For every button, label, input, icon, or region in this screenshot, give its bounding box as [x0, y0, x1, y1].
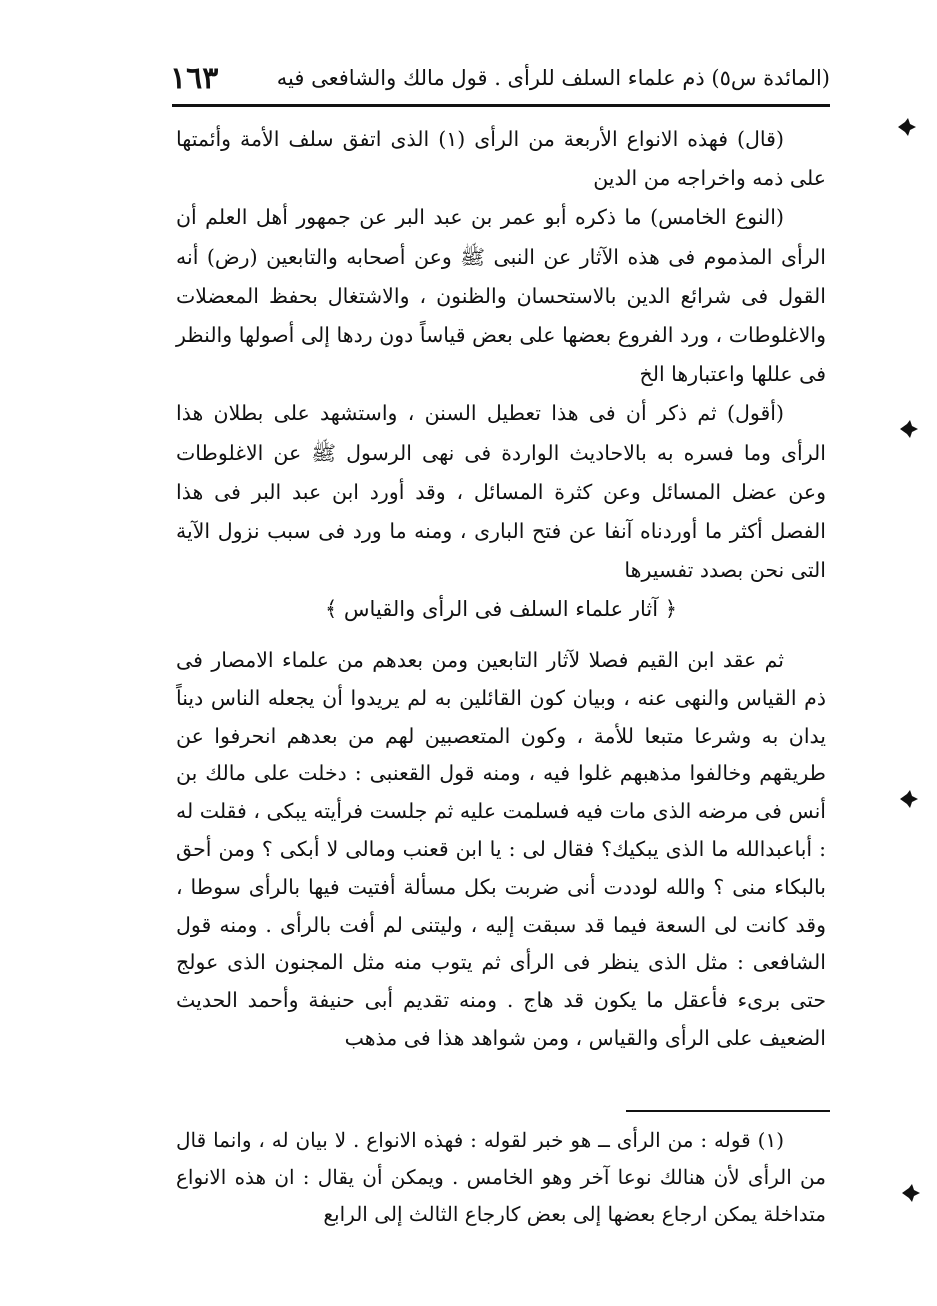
lower-text-block — [176, 642, 826, 1058]
running-header — [170, 58, 830, 98]
footnote — [176, 1122, 826, 1233]
upper-text-block — [176, 120, 826, 630]
section-heading: ﴿ آثار علماء السلف فى الرأى والقياس ﴾ — [324, 597, 678, 622]
paragraph-fifth-type: (النوع الخامس) ما ذكره أبو عمر بن عبد البر عن جمهور أهل العلم أن الرأى المذموم فى هذه الآثار عن النبى ﷺ وعن أصحابه والتابعين (رض) أنه القول فى شرائع الدين بالاستحسان والظنون ، والاشتغال بحفظ المعضلات والاغلوطات ، ورد الفروع بعضها على بعض قياساً دون ردها إلى أصولها والنظر فى عللها واعتبارها الخ — [176, 205, 826, 387]
paragraph-ibn-qayyim: ثم عقد ابن القيم فصلا لآثار التابعين ومن بعدهم من علماء الامصار فى ذم القياس والنهى عنه ، وبيان كون القائلين به لم يريدوا أن يجعله الناس ديناً يدان به وشرعا متبعا للأمة ، وكون المتعصبين لهم من بعدهم انحرفوا عن طريقهم وخالفوا مذهبهم غلوا فيه ، ومنه قول القعنبى : دخلت على مالك بن أنس فى مرضه الذى مات فيه فسلمت عليه ثم جلست فرأيته يبكى ، فقلت له : أباعبدالله ما الذى يبكيك؟ فقال لى : يا ابن قعنب ومالى لا أبكى ؟ ومن أحق بالبكاء منى ؟ والله لوددت أنى ضربت بكل مسألة أفتيت فيها بالرأى سوطا ، وقد كانت لى السعة فيما قد سبقت إليه ، وليتنى لم أفت بالرأى . ومنه قول الشافعى : مثل الذى ينظر فى الرأى ثم يتوب منه مثل المجنون الذى عولج حتى برىء فأعقل ما يكون قد هاج . ومنه تقديم أبى حنيفة وأحمد الحديث الضعيف على الرأى والقياس ، ومن شواهد هذا فى مذهب — [176, 648, 826, 1050]
ornament-mark-icon — [896, 116, 918, 138]
footnote-text: (١) قوله : من الرأى ــ هو خبر لقوله : فهذه الانواع . لا بيان له ، وانما قال من الرأى لأن هنالك نوعا آخر وهو الخامس . ويمكن أن يقال : ان هذه الانواع متداخلة يمكن ارجاع بعضها إلى بعض كارجاع الثالث إلى الرابع — [176, 1128, 826, 1226]
footnote-rule — [626, 1110, 830, 1112]
header-rule — [172, 104, 830, 107]
header-title: (المائدة س٥) ذم علماء السلف للرأى . قول مالك والشافعى فيه — [276, 66, 830, 90]
ornament-mark-icon — [898, 788, 920, 810]
ornament-mark-icon — [900, 1182, 922, 1204]
page-number: ١٦٣ — [170, 60, 219, 96]
paragraph-quote: (قال) فهذه الانواع الأربعة من الرأى (١) الذى اتفق سلف الأمة وأئمتها على ذمه واخراجه من الدين — [176, 127, 826, 191]
ornament-mark-icon — [898, 418, 920, 440]
paragraph-comment: (أقول) ثم ذكر أن فى هذا تعطيل السنن ، واستشهد على بطلان هذا الرأى وما فسره به بالاحاديث الواردة فى نهى الرسول ﷺ عن الاغلوطات وعن عضل المسائل وعن كثرة المسائل ، وقد أورد ابن عبد البر فى هذا الفصل أكثر ما أوردناه آنفا عن فتح البارى ، ومنه ما ورد فى سبب نزول الآية التى نحن بصدد تفسيرها — [176, 401, 826, 583]
